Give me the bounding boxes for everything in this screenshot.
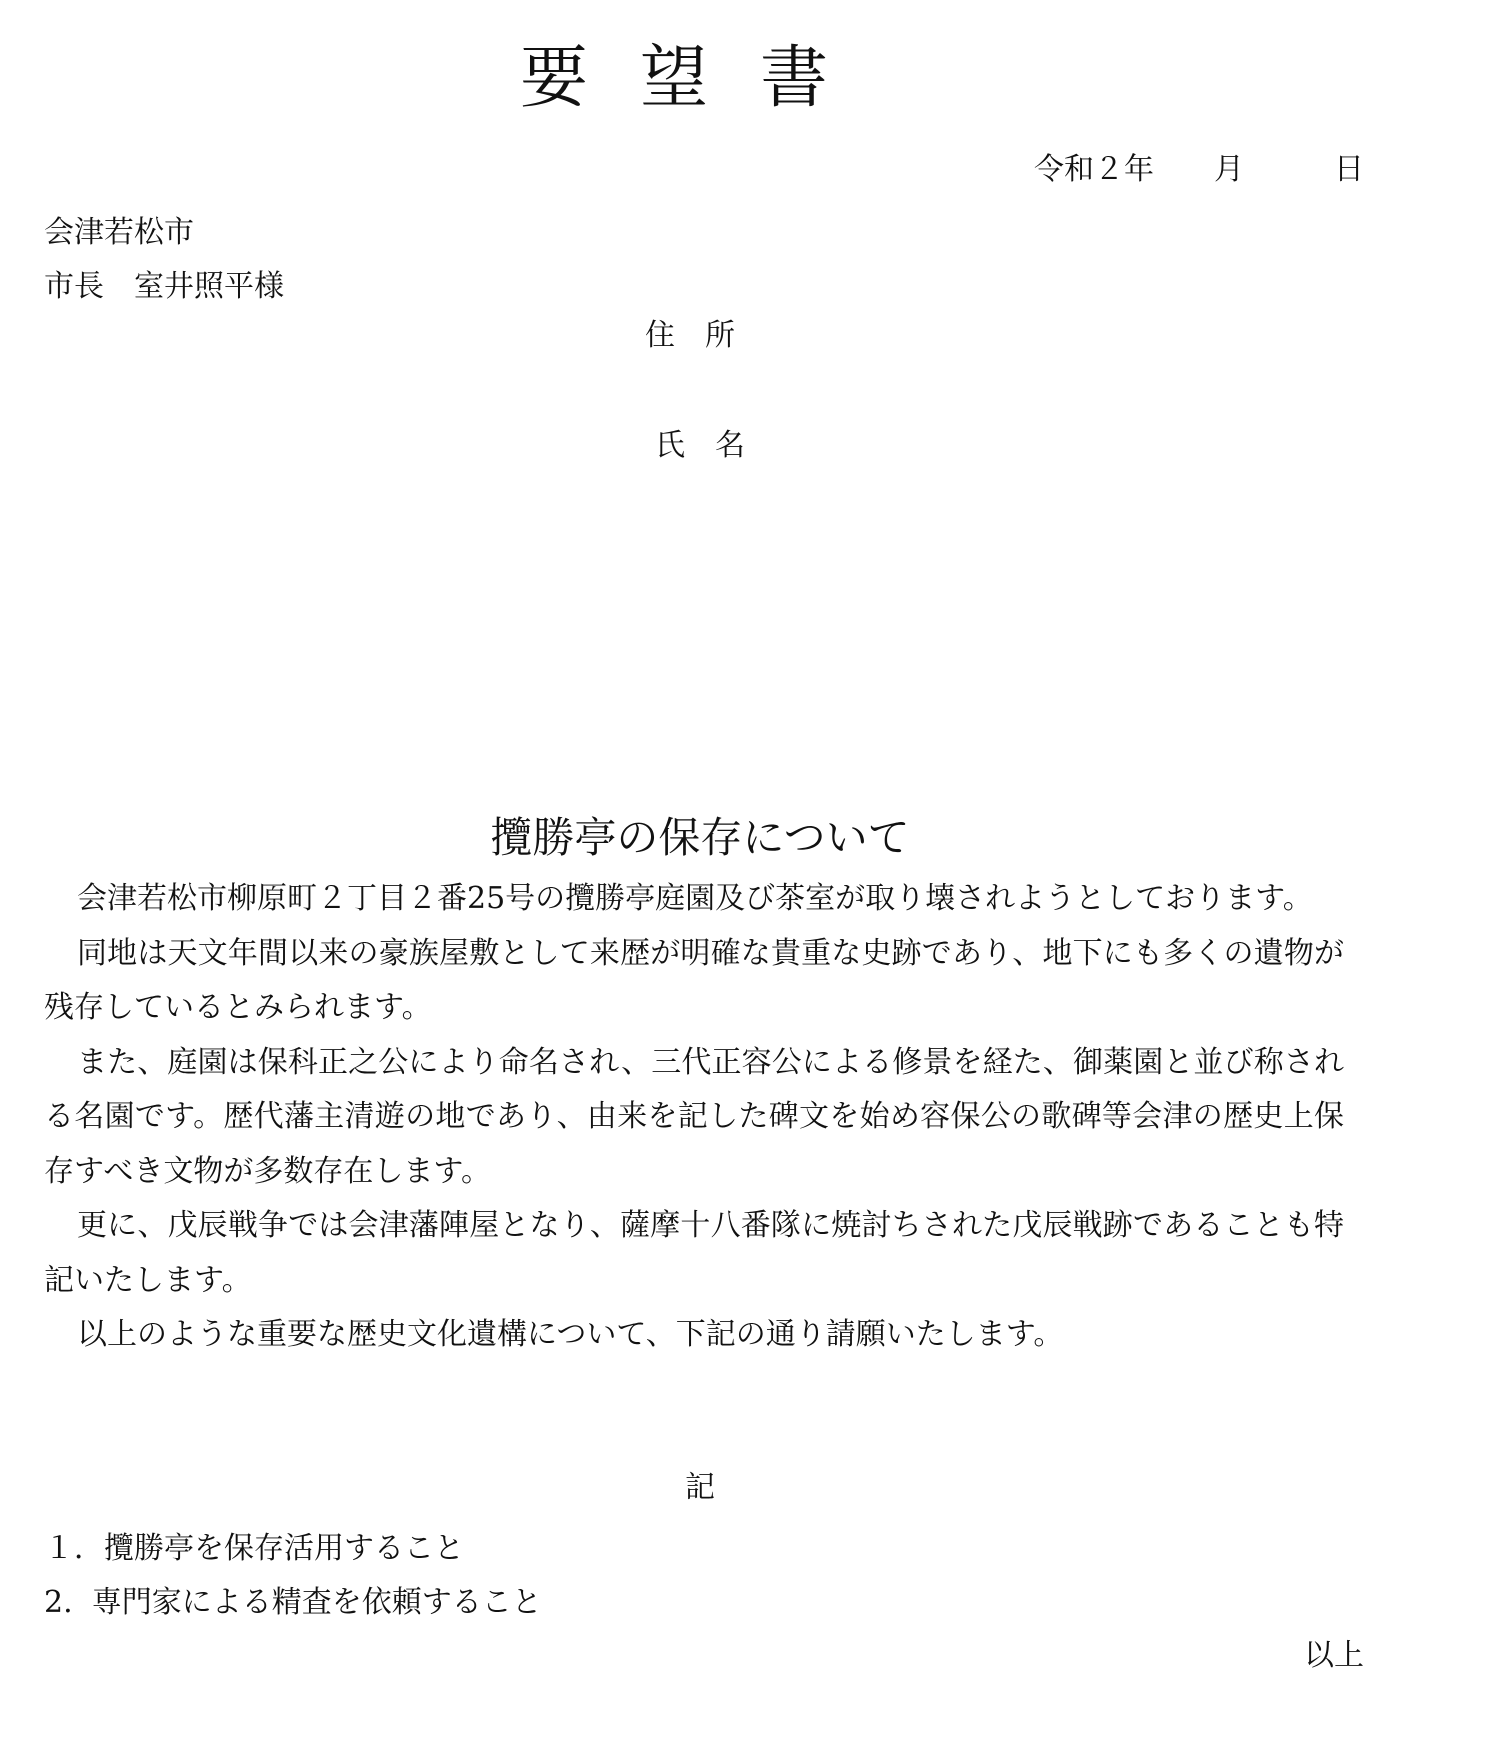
closing-mark: 以上 bbox=[1304, 1638, 1364, 1673]
subject-heading: 攬勝亭の保存について bbox=[490, 813, 910, 862]
ki-label: 記 bbox=[685, 1470, 715, 1505]
request-item: 2. 専門家による精査を依頼すること bbox=[44, 1585, 542, 1620]
addressee-block bbox=[44, 206, 284, 314]
request-list bbox=[44, 1522, 542, 1630]
sender-address-label: 住 所 bbox=[645, 318, 735, 353]
document-title: 要望書 bbox=[519, 39, 880, 118]
body-paragraph: 更に、戊辰戦争では会津藩陣屋となり、薩摩十八番隊に焼討ちされた戊辰戦跡であることも特記いたします。 bbox=[44, 1208, 1344, 1298]
request-item: １．攬勝亭を保存活用すること bbox=[44, 1531, 464, 1566]
body-paragraph: また、庭園は保科正之公により命名され、三代正容公による修景を経た、御薬園と並び称される名園です。歴代藩主清遊の地であり、由来を記した碑文を始め容保公の歌碑等会津の歴史上保存すべき文物が多数存在します。 bbox=[44, 1044, 1344, 1189]
body-paragraph: 会津若松市柳原町２丁目２番25号の攬勝亭庭園及び茶室が取り壊されようとしております。 bbox=[77, 881, 1313, 916]
addressee-mayor: 市長 室井照平様 bbox=[44, 269, 284, 304]
body-text bbox=[44, 872, 1344, 1363]
body-paragraph: 同地は天文年間以来の豪族屋敷として来歴が明確な貴重な史跡であり、地下にも多くの遺物が残存しているとみられます。 bbox=[44, 935, 1344, 1025]
addressee-city: 会津若松市 bbox=[44, 215, 194, 250]
body-paragraph: 以上のような重要な歴史文化遺構について、下記の通り請願いたします。 bbox=[77, 1317, 1064, 1352]
sender-name-label: 氏 名 bbox=[655, 428, 745, 463]
date-line: 令和２年 月 日 bbox=[1034, 152, 1364, 187]
